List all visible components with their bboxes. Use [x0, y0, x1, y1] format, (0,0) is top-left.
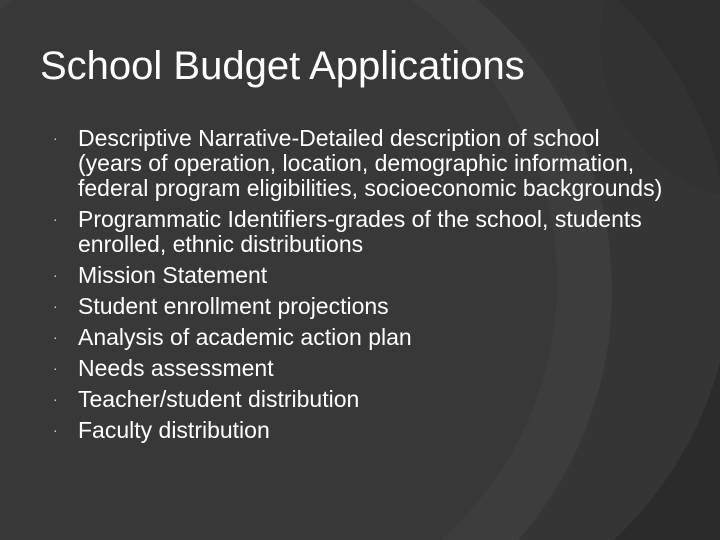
bullet-item — [48, 207, 668, 257]
bullet-item — [48, 325, 668, 350]
bullet-text: Programmatic Identifiers-grades of the school, students enrolled, ethnic distributions — [78, 206, 642, 257]
bullet-dot-icon: · — [53, 267, 58, 283]
bullet-text: Faculty distribution — [78, 417, 270, 443]
bullet-text: Descriptive Narrative-Detailed description of school (years of operation, location, demographic information, federal program eligibilities, socioeconomic backgrounds) — [78, 125, 663, 201]
bullet-dot-icon: · — [53, 360, 58, 376]
bullet-dot-icon: · — [53, 329, 58, 345]
bullet-dot-icon: · — [53, 211, 58, 227]
bullet-text: Mission Statement — [78, 262, 268, 288]
slide-title: School Budget Applications — [40, 44, 525, 88]
bullet-item — [48, 356, 668, 381]
bullet-dot-icon: · — [53, 422, 58, 438]
bullet-text: Teacher/student distribution — [78, 386, 360, 412]
bullet-dot-icon: · — [53, 298, 58, 314]
bullet-text: Student enrollment projections — [78, 293, 389, 319]
bullet-text: Needs assessment — [78, 355, 274, 381]
bullet-dot-icon: · — [53, 391, 58, 407]
bullet-list — [48, 126, 668, 449]
bullet-item — [48, 126, 668, 201]
bullet-dot-icon: · — [53, 130, 58, 146]
bullet-item — [48, 387, 668, 412]
bullet-item — [48, 418, 668, 443]
bullet-text: Analysis of academic action plan — [78, 324, 412, 350]
bullet-item — [48, 263, 668, 288]
bullet-item — [48, 294, 668, 319]
